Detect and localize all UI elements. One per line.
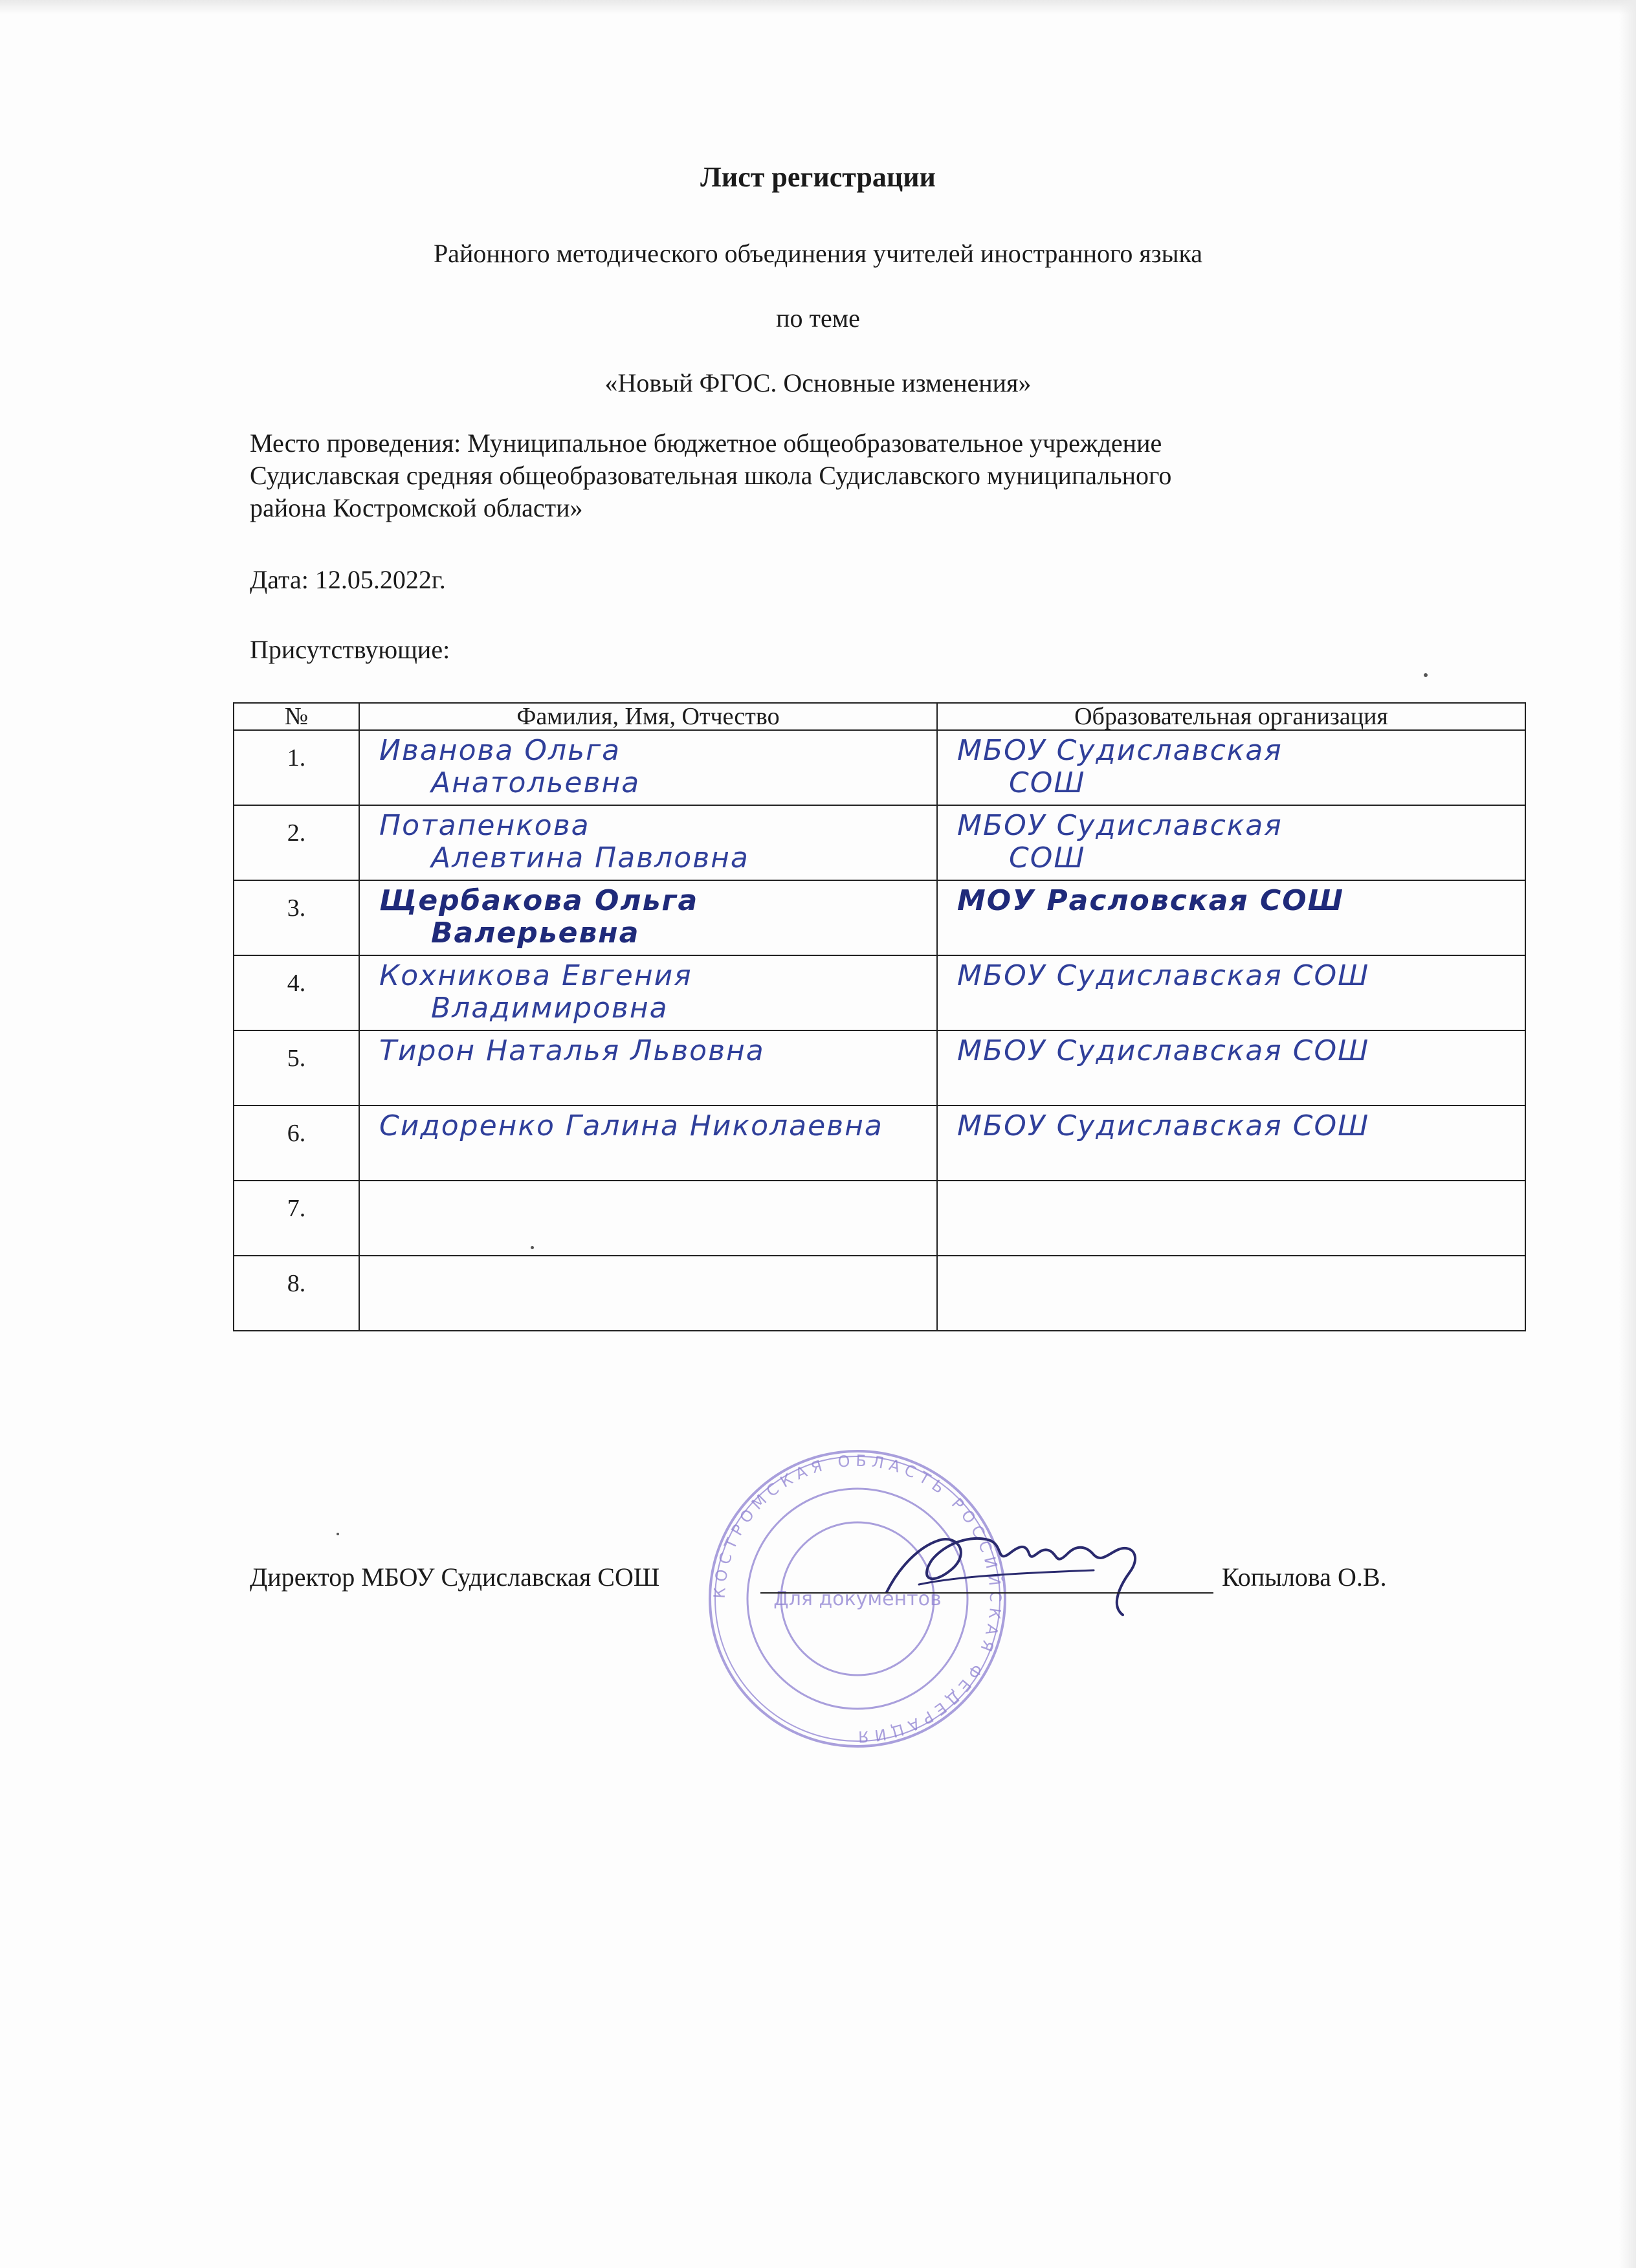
handwritten-name [360,806,936,874]
name-cell [359,730,937,805]
handwritten-name [360,956,936,1025]
name-line-1: Тирон Наталья Львовна [379,1034,765,1067]
handwritten-name [360,1031,936,1067]
handwritten-name [360,1181,936,1185]
header-full-name: Фамилия, Имя, Отчество [359,703,937,730]
table-row [234,1106,1525,1181]
row-number: 7. [234,1181,359,1256]
organization-cell [937,955,1525,1030]
table-row [234,1181,1525,1256]
row-number: 5. [234,1030,359,1106]
org-line-1: МБОУ Судиславская СОШ [957,1109,1370,1142]
organization-cell [937,805,1525,880]
name-line-1: Кохникова Евгения [379,959,692,992]
scan-edge-right [1619,0,1636,2268]
director-name: Копылова О.В. [1222,1562,1387,1592]
handwritten-organization [938,881,1525,917]
organization-cell [937,1106,1525,1181]
organization-cell [937,880,1525,955]
scan-speck [337,1533,339,1535]
table-row [234,880,1525,955]
org-line-2: СОШ [1009,766,1086,799]
stamp-center-text: Для документов [773,1588,942,1610]
name-line-1: Сидоренко Галина Николаевна [379,1109,883,1142]
subtitle-line-1: Районного методического объединения учителей иностранного языка [433,239,1203,268]
organization-cell [937,730,1525,805]
scan-speck [1424,673,1428,677]
row-number: 6. [234,1106,359,1181]
handwritten-organization [938,1106,1525,1142]
venue-line-1: Место проведения: Муниципальное бюджетное общеобразовательное учреждение [250,428,1162,458]
attendees-label: Присутствующие: [250,635,450,664]
name-line-1: Щербакова Ольга [379,884,699,917]
handwritten-name [360,881,936,950]
handwritten-name [360,1106,936,1142]
org-line-1: МБОУ Судиславская СОШ [957,959,1370,992]
handwritten-name [360,731,936,799]
handwritten-name [360,1256,936,1260]
handwritten-organization [938,956,1525,992]
venue-block [250,427,1479,524]
row-number: 2. [234,805,359,880]
scan-edge-top [0,0,1636,14]
table-row [234,1030,1525,1106]
name-cell [359,1256,937,1331]
director-label: Директор МБОУ Судиславская СОШ [250,1562,660,1592]
scan-speck [531,1246,534,1249]
name-cell [359,880,937,955]
row-number: 4. [234,955,359,1030]
header-number: № [234,703,359,730]
venue-line-3: района Костромской области» [250,493,583,522]
org-line-1: МОУ Расловская СОШ [957,884,1345,917]
document-title: Лист регистрации [700,161,936,193]
name-cell [359,1181,937,1256]
organization-cell [937,1181,1525,1256]
row-number: 3. [234,880,359,955]
name-cell [359,805,937,880]
handwritten-organization [938,1256,1525,1260]
table-row [234,805,1525,880]
handwritten-organization [938,806,1525,874]
header-organization: Образовательная организация [937,703,1525,730]
organization-cell [937,1256,1525,1331]
org-line-1: МБОУ Судиславская [957,734,1283,767]
topic-line: «Новый ФГОС. Основные изменения» [604,368,1032,397]
signature-line [760,1592,1213,1594]
director-signature [880,1508,1152,1625]
stamp-outer-text: КОСТРОМСКАЯ ОБЛАСТЬ РОССИЙСКАЯ ФЕДЕРАЦИЯ [710,1451,1005,1746]
table-header-row [234,703,1525,730]
table-row [234,955,1525,1030]
name-cell [359,1030,937,1106]
handwritten-organization [938,731,1525,799]
name-line-2: Владимировна [431,992,669,1025]
name-line-2: Валерьевна [431,917,640,950]
row-number: 8. [234,1256,359,1331]
venue-line-2: Судиславская средняя общеобразовательная школа Судиславского муниципального [250,461,1172,490]
name-line-2: Алевтина Павловна [431,841,749,874]
org-line-1: МБОУ Судиславская [957,809,1283,842]
handwritten-organization [938,1031,1525,1067]
handwritten-organization [938,1181,1525,1185]
org-line-1: МБОУ Судиславская СОШ [957,1034,1370,1067]
subtitle-line-2: по теме [776,304,860,333]
name-cell [359,1106,937,1181]
table-row [234,1256,1525,1331]
table-row [234,730,1525,805]
registration-table [233,702,1526,1331]
name-line-2: Анатольевна [431,766,641,799]
name-cell [359,955,937,1030]
name-line-1: Потапенкова [379,809,590,842]
meeting-date: Дата: 12.05.2022г. [250,565,446,594]
org-line-2: СОШ [1009,841,1086,874]
organization-cell [937,1030,1525,1106]
name-line-1: Иванова Ольга [379,734,621,767]
row-number: 1. [234,730,359,805]
